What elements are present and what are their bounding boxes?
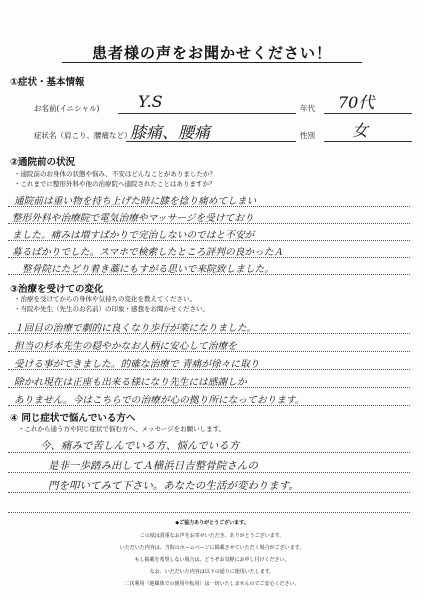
age-field-line	[324, 113, 412, 114]
section3-prompt2: ・当院や先生（先生のお名前）の印象・感想をお聞かせください。	[14, 305, 209, 313]
name-value: Y.S	[138, 92, 163, 111]
section3-line: 受ける事ができました。的確な治療で 青痛が徐々に取り	[14, 359, 260, 370]
age-value: 70代	[338, 93, 375, 112]
section2-prompt2: ・これまでに整形外科や他の治療院へ通院されたことはありますか？	[14, 180, 216, 188]
rule-line	[8, 472, 410, 473]
footer-line: なお、いただいた内容は以下の通りに使用いたします。	[149, 569, 275, 575]
footer-line: この度は貴重なお声をお寄せいただき、ありがとうございます。	[139, 533, 285, 539]
rule-line	[8, 452, 410, 453]
symptom-value: 膝痛、腰痛	[130, 123, 211, 142]
section2-line: ました。痛みは増すばかりで完治しないのではと不安が	[12, 230, 255, 241]
title-underline	[62, 62, 362, 63]
section3-line: １回目の治療で劇的に良くなり歩行が楽になりました。	[14, 323, 257, 334]
name-field-line	[118, 113, 296, 114]
section2-line: 募るばかりでした。スマホで検索したところ評判の良かったＡ	[12, 247, 284, 258]
section2-line: 整骨院にたどり着き藁にもすがる思いで来院致しました。	[22, 264, 275, 275]
symptom-field-line	[126, 141, 296, 142]
footer-line: いただいた内容は、当院のホームページに掲載させていただく場合がございます。	[119, 545, 305, 551]
section2-line: 通院前は重い物を持ち上げた時に膝を捻り痛めてしまい	[14, 196, 257, 207]
section2-heading: ②通院前の状況	[10, 157, 76, 168]
section4-heading: ④ 同じ症状で悩んでいる方へ	[10, 413, 136, 424]
footer-line: もし掲載を希望しない場合は、どうぞお気軽にお申し付けください。	[134, 557, 290, 563]
section3-line: ありません。今はこちらでの治療が心の拠り所になっております。	[14, 395, 305, 406]
section4-line: 門を叩いてみて下さい。あなたの生活が変わります。	[48, 480, 299, 492]
age-label: 年代	[300, 104, 315, 113]
section3-line: 除かれ現在は正座も出来る様になり先生には感謝しか	[14, 377, 247, 388]
gender-label: 性別	[300, 131, 315, 140]
section3-heading: ③治療を受けての変化	[10, 284, 104, 295]
page-title: 患者様の声をお聞かせください！	[91, 44, 332, 62]
rule-line	[8, 492, 410, 493]
gender-field-line	[324, 141, 412, 142]
section4-prompt1: ・これから通う方や同じ症状で悩む方へ、メッセージをお願いします。	[18, 425, 226, 433]
footer-thanks: ◆ご協力ありがとうございます。	[175, 520, 249, 526]
section4-line: 是非一歩踏み出してＡ横浜日吉整骨院さんの	[48, 460, 258, 472]
section3-prompt1: ・治療を受けてからの身体や気持ちの変化を教えてください。	[14, 295, 196, 303]
gender-value: 女	[352, 121, 369, 140]
section1-heading: ①症状・基本情報	[10, 77, 85, 88]
section2-prompt1: ・通院前のお身体の状態や悩み、不安はどんなことがありましたか？	[14, 170, 216, 178]
symptom-label: 症状名（肩こり、腰痛など）	[34, 131, 132, 140]
rule-line	[8, 512, 410, 513]
name-label: お名前(イニシャル)	[34, 104, 100, 113]
footer-line: 二次利用（他媒体での使用や転用）は一切いたしませんのでご安心ください。	[124, 581, 300, 587]
section3-line: 担当の杉本先生の穏やかなお人柄に安心して治療を	[14, 341, 237, 352]
section4-line: 今、痛みで苦しんでいる方、悩んでいる方	[40, 440, 240, 452]
section2-line: 整形外科や治療院で電気治療やマッサージを受けており	[12, 213, 254, 224]
